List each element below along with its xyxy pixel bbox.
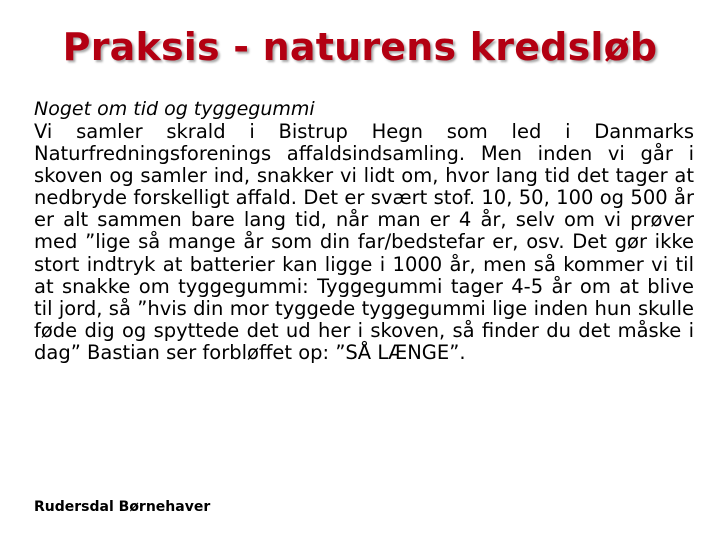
content-area: [34, 98, 694, 364]
footer-organization: Rudersdal Børnehaver: [34, 499, 211, 515]
slide-title: Praksis - naturens kredsløb: [62, 25, 658, 69]
body-paragraph: Vi samler skrald i Bistrup Hegn som led i Danmarks Naturfredningsforenings affaldsindsamling. Men inden vi går i skoven og samler ind, snakker vi lidt om, hvor lang tid det tager at nedbryde forskelligt affald. Det er svært stof. 10, 50, 100 og 500 år er alt sammen bare lang tid, når man er 4 år, selv om vi prøver med ”lige så mange år som din far/bedstefar er, osv. Det gør ikke stort indtryk at batterier kan ligge i 1000 år, men så kommer vi til at snakke om tyggegummi: Tyggegummi tager 4-5 år om at blive til jord, så ”hvis din mor tyggede tyggegummi lige inden hun skulle føde dig og spyttede det ud her i skoven, så finder du det måske i dag” Bastian ser forbløffet op: ”SÅ LÆNGE”.: [34, 120, 694, 364]
subheading: Noget om tid og tyggegummi: [34, 98, 315, 120]
